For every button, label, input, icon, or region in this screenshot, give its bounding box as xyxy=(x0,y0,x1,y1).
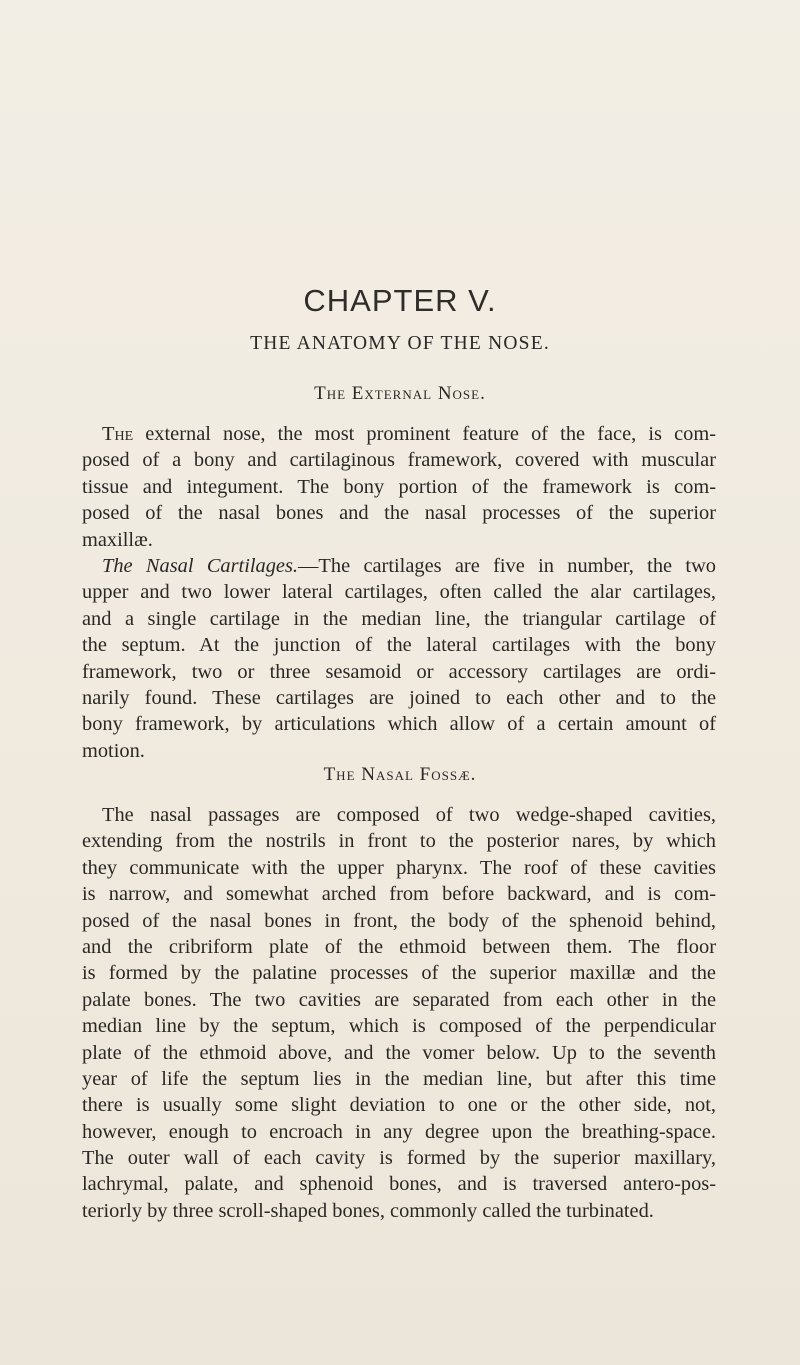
text-line: tissue and integument. The bony portion of the framework is com- xyxy=(82,475,716,498)
text-line: the septum. At the junction of the lateral cartilages with the bony xyxy=(82,634,716,657)
text-line: upper and two lower lateral cartilages, often called the alar cartilages, xyxy=(82,581,716,604)
text-line: is narrow, and somewhat arched from before backward, and is com- xyxy=(82,883,716,906)
text-line: framework, two or three sesamoid or accessory cartilages are ordi- xyxy=(82,660,716,683)
text-line: however, enough to encroach in any degree upon the breathing-space. xyxy=(82,1120,716,1143)
text-line: median line by the septum, which is composed of the perpendicular xyxy=(82,1015,716,1038)
section-heading-external-nose: The External Nose. xyxy=(314,383,486,404)
text-line: narily found. These cartilages are joined to each other and to the xyxy=(82,686,716,709)
text-line: teriorly by three scroll-shaped bones, commonly called the turbinated. xyxy=(82,1199,654,1222)
text-line: The external nose, the most prominent feature of the face, is com- xyxy=(102,423,716,445)
lead-word: The xyxy=(102,423,134,445)
text-line: The Nasal Cartilages.—The cartilages are five in number, the two xyxy=(102,554,716,577)
chapter-title: CHAPTER V. xyxy=(303,283,497,318)
text-line: and a single cartilage in the median line, the triangular cartilage of xyxy=(82,607,716,630)
text-line: posed of the nasal bones and the nasal processes of the superior xyxy=(82,502,716,525)
text-line: year of life the septum lies in the median line, but after this time xyxy=(82,1067,716,1090)
text-line: and the cribriform plate of the ethmoid between them. The floor xyxy=(82,935,716,958)
text-line: is formed by the palatine processes of the superior maxillæ and the xyxy=(82,962,716,985)
paragraph-external-nose xyxy=(82,421,716,764)
text-line: plate of the ethmoid above, and the vomer below. Up to the seventh xyxy=(82,1041,716,1064)
text-line: palate bones. The two cavities are separated from each other in the xyxy=(82,988,716,1011)
text-line: bony framework, by articulations which allow of a certain amount of xyxy=(82,713,716,736)
text-line: posed of a bony and cartilaginous framework, covered with muscular xyxy=(82,449,716,472)
section-heading-nasal-fossae: The Nasal Fossæ. xyxy=(323,764,477,785)
text-line: maxillæ. xyxy=(82,528,153,551)
page-title: THE ANATOMY OF THE NOSE. xyxy=(250,333,550,354)
subheading-nasal-cartilages: The Nasal Cartilages. xyxy=(102,554,299,577)
text-line: they communicate with the upper pharynx. The roof of these cavities xyxy=(82,856,716,879)
text-line: extending from the nostrils in front to the posterior nares, by which xyxy=(82,830,716,853)
text-line: motion. xyxy=(82,739,145,762)
text-line: posed of the nasal bones in front, the body of the sphenoid behind, xyxy=(82,909,716,932)
text-line: there is usually some slight deviation to one or the other side, not, xyxy=(82,1094,716,1117)
text-line: The outer wall of each cavity is formed by the superior maxillary, xyxy=(82,1147,716,1170)
text-line: lachrymal, palate, and sphenoid bones, and is traversed antero-pos- xyxy=(82,1173,716,1196)
text-line: The nasal passages are composed of two wedge-shaped cavities, xyxy=(102,804,716,826)
paragraph-nasal-fossae xyxy=(82,802,716,1224)
